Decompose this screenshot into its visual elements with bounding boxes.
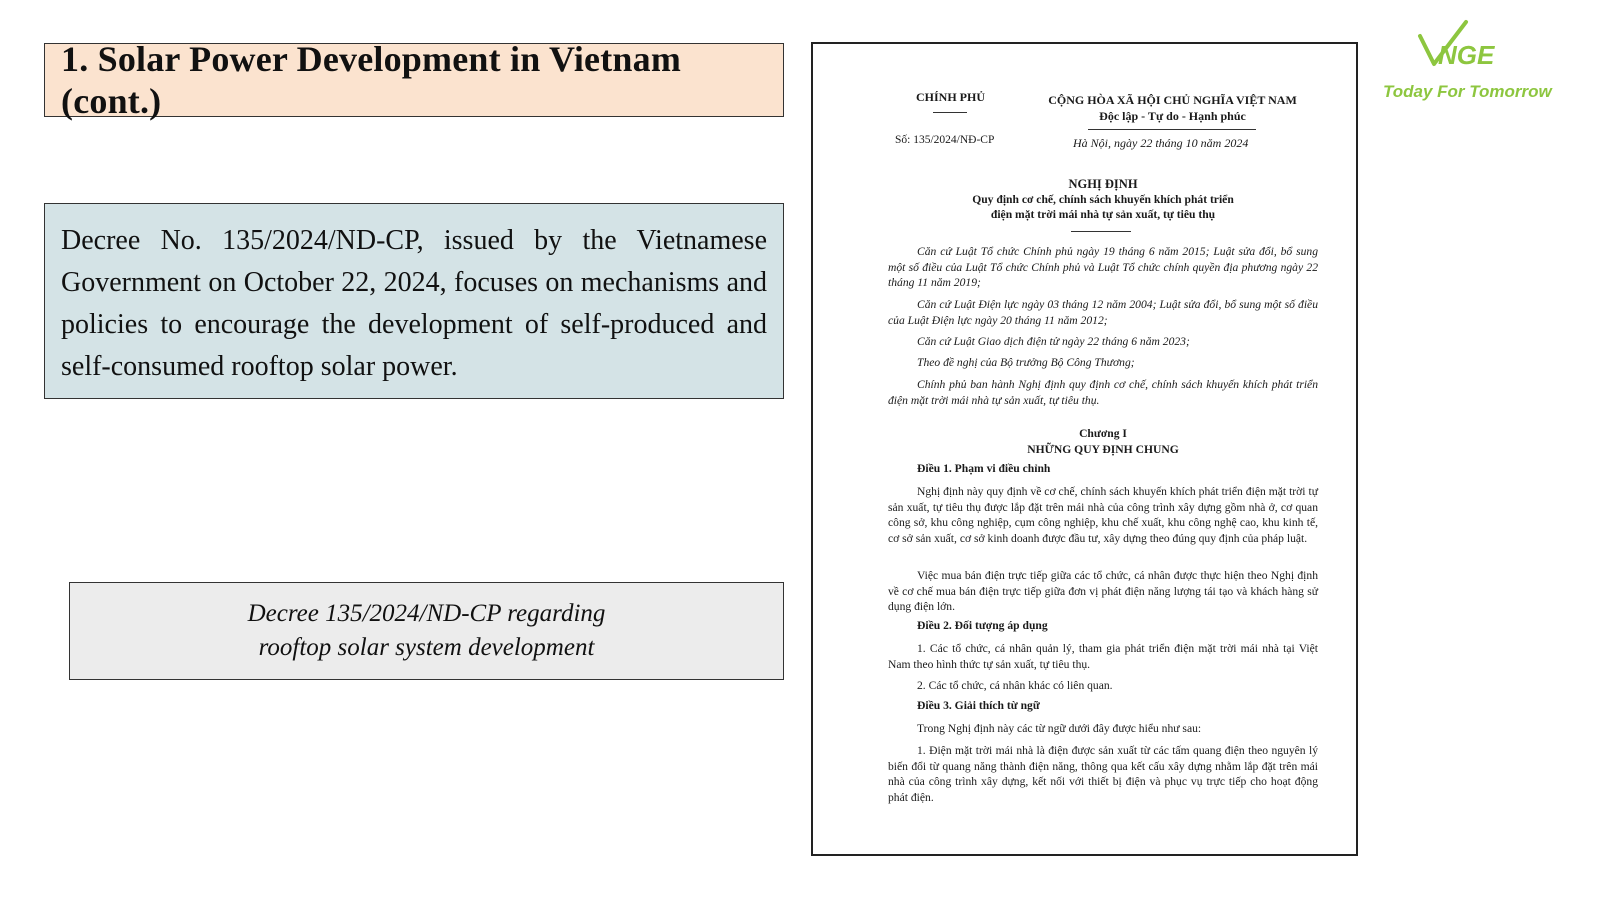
doc-article-1-title: Điều 1. Phạm vi điều chỉnh — [917, 462, 1051, 475]
doc-subject-line-1: Quy định cơ chế, chính sách khuyến khích phát triển — [972, 193, 1234, 206]
doc-chapter-heading — [953, 426, 1253, 458]
doc-chapter: Chương I — [1079, 427, 1127, 440]
doc-article-1-para-1: Nghị định này quy định về cơ chế, chính sách khuyến khích phát triển điện mặt trời tự sản xuất, tự tiêu thụ được lắp đặt trên mái nhà của công trình xây dựng gồm nhà ở, cơ quan công sở, khu công nghiệp, cụm công nghiệp, khu chế xuất, khu công nghệ cao, khu kinh tế, cơ sở sản xuất, cơ sở kinh doanh được đầu tư, xây dựng theo đúng quy định của pháp luật. — [888, 485, 1318, 545]
doc-issuer: CHÍNH PHỦ — [916, 90, 985, 104]
doc-article-2-title: Điều 2. Đối tượng áp dụng — [917, 619, 1048, 632]
doc-chapter-title: NHỮNG QUY ĐỊNH CHUNG — [1027, 443, 1179, 456]
doc-basis-5: Chính phủ ban hành Nghị định quy định cơ chế, chính sách khuyến khích phát triển điện mặt trời mái nhà tự sản xuất, tự tiêu thụ. — [888, 378, 1318, 407]
doc-basis-1: Căn cứ Luật Tổ chức Chính phủ ngày 19 tháng 6 năm 2015; Luật sửa đổi, bổ sung một số điều của Luật Tổ chức Chính phủ và Luật Tổ chức chính quyền địa phương ngày 22 tháng 11 năm 2019; — [888, 245, 1318, 289]
summary-text: Decree No. 135/2024/ND-CP, issued by the Vietnamese Government on October 22, 2024, focuses on mechanisms and policies to encourage the development of self-produced and self-consumed rooftop solar power. — [61, 225, 767, 382]
summary-box — [44, 203, 784, 399]
doc-article-3-title: Điều 3. Giải thích từ ngữ — [917, 699, 1040, 712]
doc-article-2-para-2: 2. Các tổ chức, cá nhân khác có liên quan. — [917, 679, 1113, 692]
doc-type: NGHỊ ĐỊNH — [1068, 177, 1138, 191]
caption-line-2: rooftop solar system development — [258, 634, 595, 661]
decree-document-image — [811, 42, 1358, 856]
doc-motto-rule — [1088, 129, 1256, 130]
doc-article-2-para-1: 1. Các tổ chức, cá nhân quản lý, tham gia phát triển điện mặt trời mái nhà tại Việt Nam theo hình thức tự sản xuất, tự tiêu thụ. — [888, 642, 1318, 671]
vnge-wordmark: NGE — [1438, 40, 1495, 70]
vnge-tagline: Today For Tomorrow — [1383, 82, 1552, 101]
doc-title-rule — [1071, 231, 1131, 232]
doc-basis-3: Căn cứ Luật Giao dịch điện tử ngày 22 tháng 6 năm 2023; — [917, 335, 1190, 348]
doc-nation: CỘNG HÒA XÃ HỘI CHỦ NGHĨA VIỆT NAM — [1048, 93, 1297, 107]
caption-line-1: Decree 135/2024/ND-CP regarding — [247, 600, 606, 627]
doc-subject-line-2: điện mặt trời mái nhà tự sản xuất, tự tiêu thụ — [990, 208, 1216, 221]
slide-title-box — [44, 39, 784, 121]
doc-article-3-para-2: 1. Điện mặt trời mái nhà là điện được sản xuất từ các tấm quang điện theo nguyên lý biến đổi từ quang năng thành điện năng, thông qua kết cấu xây dựng nhằm lắp đặt trên mái nhà của công trình xây dựng, kết nối với thiết bị điện và phục vụ trực tiếp cho hoạt động phát điện. — [888, 744, 1318, 804]
slide-title: 1. Solar Power Development in Vietnam (cont.) — [61, 39, 682, 121]
doc-issuer-rule — [933, 112, 967, 113]
vnge-logo — [1378, 18, 1552, 108]
doc-title-block — [913, 177, 1293, 222]
doc-basis-2: Căn cứ Luật Điện lực ngày 03 tháng 12 năm 2004; Luật sửa đổi, bổ sung một số điều của Luật Điện lực ngày 20 tháng 11 năm 2012; — [888, 298, 1318, 327]
doc-article-1-para-2: Việc mua bán điện trực tiếp giữa các tổ chức, cá nhân được thực hiện theo Nghị định về cơ chế mua bán điện trực tiếp giữa đơn vị phát điện năng lượng tái tạo và khách hàng sử dụng điện lớn. — [888, 569, 1318, 613]
doc-number: Số: 135/2024/NĐ-CP — [895, 134, 995, 146]
doc-motto: Độc lập - Tự do - Hạnh phúc — [1099, 109, 1246, 123]
doc-date: Hà Nội, ngày 22 tháng 10 năm 2024 — [1073, 136, 1249, 150]
vnge-logo-mark — [1378, 18, 1548, 82]
caption-box — [69, 582, 784, 680]
doc-article-3-para-1: Trong Nghị định này các từ ngữ dưới đây được hiểu như sau: — [917, 722, 1202, 735]
doc-national-header — [1035, 92, 1310, 124]
doc-basis-4: Theo đề nghị của Bộ trưởng Bộ Công Thương; — [917, 356, 1135, 369]
